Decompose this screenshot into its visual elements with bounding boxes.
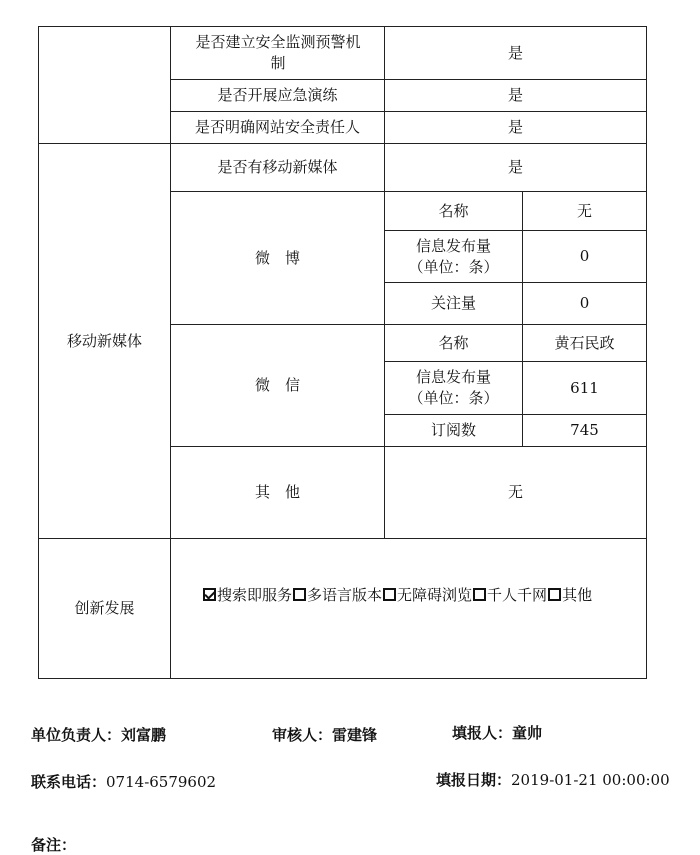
weibo-followers-value: 0	[579, 294, 590, 312]
mobile-media-section-label: 移动新媒体	[66, 331, 142, 350]
safety-row-label: 是否建立安全监测预警机制	[195, 33, 361, 72]
option-label: 搜索即服务	[217, 586, 293, 604]
notes-label: 备注：	[31, 836, 77, 854]
checkbox-personalized[interactable]	[473, 588, 486, 601]
checkbox-search-as-service[interactable]	[203, 588, 216, 601]
option-label: 其他	[562, 586, 593, 604]
safety-row-value: 是	[507, 86, 523, 104]
weibo-label: 微 博	[254, 248, 300, 267]
wechat-name-label: 名称	[438, 333, 469, 352]
contact-phone-label: 联系电话：	[31, 773, 107, 791]
fill-date-value: 2019-01-21 00:00:00	[511, 771, 670, 789]
option-label: 千人千网	[487, 586, 548, 604]
checkbox-accessibility[interactable]	[383, 588, 396, 601]
wechat-subs-value: 745	[570, 421, 599, 439]
weibo-followers-label: 关注量	[430, 294, 476, 312]
has-mobile-media-value: 是	[507, 158, 523, 176]
checkbox-other[interactable]	[548, 588, 561, 601]
innovation-options	[202, 584, 592, 605]
unit-principal: 单位负责人：刘富鹏	[31, 726, 167, 744]
wechat-subs-label: 订阅数	[430, 421, 476, 439]
safety-row-value: 是	[507, 118, 523, 136]
innovation-section-label: 创新发展	[74, 599, 135, 617]
wechat-posts-value: 611	[570, 378, 599, 397]
wechat-name-value: 黄石民政	[554, 333, 615, 352]
reviewer: 审核人：雷建锋	[272, 726, 378, 744]
contact-phone	[31, 771, 216, 792]
wechat-label: 微 信	[254, 376, 300, 394]
wechat-posts-label: 信息发布量 （单位：条）	[408, 368, 499, 407]
option-label: 多语言版本	[307, 586, 383, 604]
weibo-posts-value: 0	[579, 247, 590, 265]
weibo-name-label: 名称	[438, 201, 469, 220]
safety-row-label: 是否开展应急演练	[217, 86, 338, 104]
option-label: 无障碍浏览	[397, 586, 473, 604]
weibo-posts-label: 信息发布量 （单位：条）	[408, 236, 499, 276]
fill-date	[436, 769, 670, 790]
has-mobile-media-label: 是否有移动新媒体	[217, 158, 338, 176]
weibo-name-value: 无	[576, 201, 592, 220]
safety-row-value: 是	[507, 43, 523, 62]
checkbox-multilingual[interactable]	[293, 588, 306, 601]
safety-row-label: 是否明确网站安全责任人	[194, 118, 360, 136]
other-media-label: 其 他	[254, 483, 300, 501]
contact-phone-value: 0714-6579602	[106, 773, 217, 791]
filler: 填报人：童帅	[452, 724, 543, 742]
fill-date-label: 填报日期：	[436, 771, 512, 789]
other-media-value: 无	[507, 483, 523, 501]
